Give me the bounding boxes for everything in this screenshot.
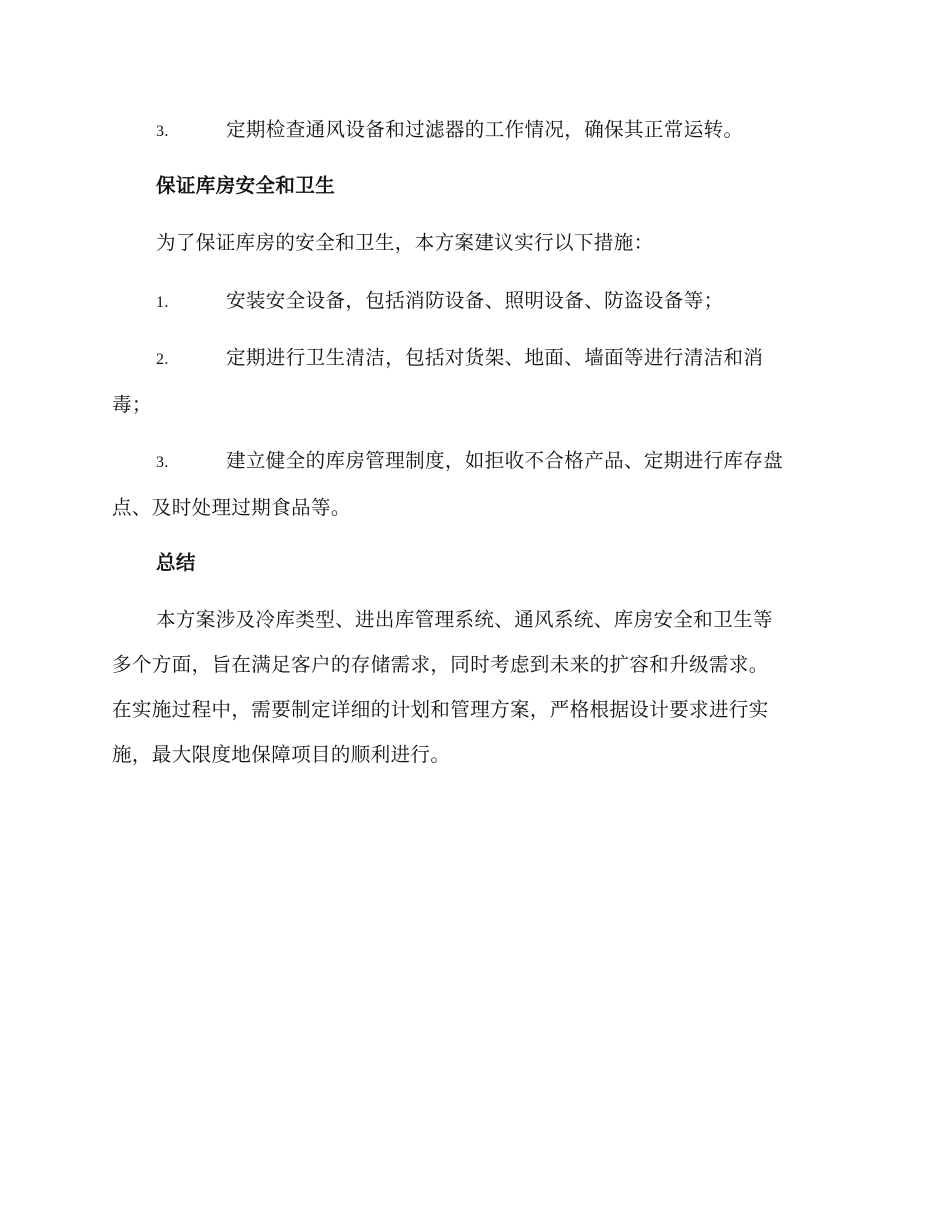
summary-line-4: 施，最大限度地保障项目的顺利进行。 — [112, 743, 451, 766]
section-heading-safety: 保证库房安全和卫生 — [156, 174, 336, 197]
list-item-prev-3 — [112, 107, 880, 154]
list-text: 定期检查通风设备和过滤器的工作情况，确保其正常运转。 — [226, 118, 744, 141]
list-number: 2. — [156, 351, 169, 368]
list-number: 3. — [156, 123, 169, 140]
list-line-1 — [112, 438, 836, 485]
list-item-safety-2 — [112, 335, 836, 427]
list-text-line1: 建立健全的库房管理制度，如拒收不合格产品、定期进行库存盘 — [226, 449, 784, 472]
list-text-line1: 定期进行卫生清洁，包括对货架、地面、墙面等进行清洁和消 — [226, 346, 764, 369]
summary-paragraph — [112, 597, 836, 777]
safety-intro: 为了保证库房的安全和卫生，本方案建议实行以下措施： — [156, 231, 654, 254]
list-text-line2: 毒； — [112, 393, 152, 416]
list-item-safety-1 — [112, 278, 880, 325]
list-number: 1. — [156, 294, 169, 311]
section-heading-summary: 总结 — [156, 551, 196, 574]
list-text: 安装安全设备，包括消防设备、照明设备、防盗设备等； — [226, 289, 724, 312]
list-text-line2: 点、及时处理过期食品等。 — [112, 496, 351, 519]
summary-line-3: 在实施过程中，需要制定详细的计划和管理方案，严格根据设计要求进行实 — [112, 698, 769, 721]
list-line-1 — [112, 335, 836, 382]
summary-line-1: 本方案涉及冷库类型、进出库管理系统、通风系统、库房安全和卫生等 — [156, 608, 773, 631]
list-number: 3. — [156, 454, 169, 471]
list-item-safety-3 — [112, 438, 836, 530]
summary-line-2: 多个方面，旨在满足客户的存储需求，同时考虑到未来的扩容和升级需求。 — [112, 653, 769, 676]
